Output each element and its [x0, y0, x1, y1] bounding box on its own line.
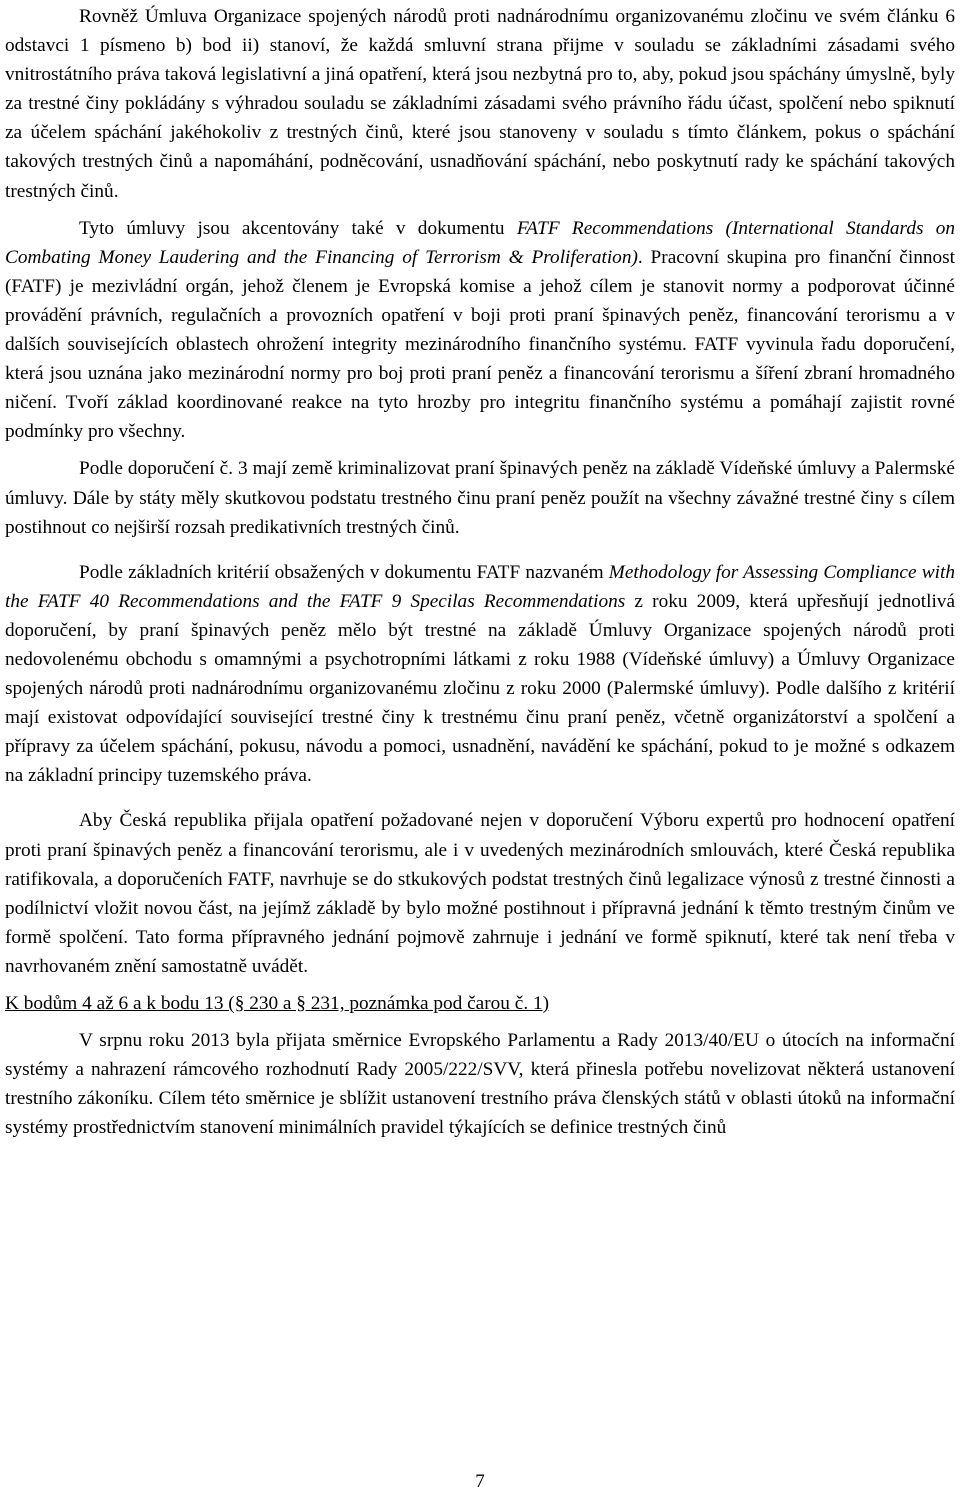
paragraph-3 [5, 454, 955, 541]
paragraph-5 [5, 806, 955, 981]
italic-title-text: FATF Recommendations (International Standards on Combating Money Laudering and the Financing of Terrorism & Proliferation) [5, 217, 955, 268]
paragraph-text: Tyto úmluvy jsou akcentovány také v dokumentu [79, 217, 517, 239]
paragraph-1 [5, 2, 955, 206]
paragraph-text: Aby Česká republika přijala opatření požadované nejen v doporučení Výboru expertů pro hodnocení opatření proti praní špinavých peněz a financování terorismu, ale i v uvedených mezinárodních smlouvách, které Česká republika ratifikovala, a doporučeních FATF, navrhuje se do stkukových podstat trestných činů legalizace výnosů z trestné činnosti a podílnictví vložit novou část, na jejímž základě by bylo možné postihnout i přípravná jednání k těmto trestným činům ve formě spolčení. Tato forma přípravného jednání pojmově zahrnuje i jednání ve formě spiknutí, které tak není třeba v navrhovaném znění samostatně uvádět. [5, 810, 955, 977]
document-page [5, 2, 955, 1142]
paragraph-4 [5, 558, 955, 791]
paragraph-6: V srpnu roku 2013 byla přijata směrnice Evropského Parlamentu a Rady 2013/40/EU o útocích na informační systémy a nahrazení rámcového rozhodnutí Rady 2005/222/SVV, která přinesla potřebu novelizovat některá ustanovení trestního zákoníku. Cílem této směrnice je sblížit ustanovení trestního práva členských států v oblasti útoků na informační systémy prostřednictvím stanovení minimálních pravidel týkajících se definice trestných činů [5, 1030, 955, 1139]
paragraph-text: Podle doporučení č. 3 mají země kriminalizovat praní špinavých peněz na základě Vídeňské úmluvy a Palermské úmluvy. Dále by státy měly skutkovou podstatu trestného činu praní peněz použít na všechny závažné trestné činy s cílem postihnout co nejširší rozsah predikativních trestných činů. [5, 458, 955, 538]
paragraph-text: Rovněž Úmluva Organizace spojených národů proti nadnárodnímu organizovanému zločinu ve svém článku 6 odstavci 1 písmeno b) bod ii) stanoví, že každá smluvní strana přijme v souladu se základními zásadami svého vnitrostátního práva taková legislativní a jiná opatření, která jsou nezbytná pro to, aby, pokud jsou spáchány úmyslně, byly za trestné činy pokládány s výhradou souladu se základními zásadami svého právního řádu účast, spolčení nebo spiknutí za účelem spáchání jakéhokoliv z trestných činů, které jsou stanoveny v souladu s tímto článkem, pokus o spáchání takových trestných činů a napomáhání, podněcování, usnadňování spáchání, nebo poskytnutí rady ke spáchání takových trestných činů. [5, 6, 955, 202]
italic-title-text: Methodology for Assessing Compliance with the FATF 40 Recommendations and the FATF 9 Specilas Recommendations [5, 561, 955, 612]
page-number: 7 [475, 1471, 485, 1492]
paragraph-text: . Pracovní skupina pro finanční činnost (FATF) je mezivládní orgán, jehož členem je Evropská komise a jehož cílem je stanovit normy a podporovat účinné provádění právních, regulačních a provozních opatření v boji proti praní špinavých peněz, financování terorismu a v dalších souvisejících oblastech ohrožení integrity mezinárodního finančního systému. FATF vyvinula řadu doporučení, která jsou uznána jako mezinárodní normy pro boj proti praní peněz a financování terorismu a šíření zbraní hromadného ničení. Tvoří základ koordinované reakce na tyto hrozby pro integritu finančního systému a pomáhají zajistit rovné podmínky pro všechny. [5, 246, 955, 443]
paragraph-2 [5, 214, 955, 447]
paragraph-text: Podle základních kritérií obsažených v dokumentu FATF nazvaném [79, 561, 609, 583]
section-heading: K bodům 4 až 6 a k bodu 13 (§ 230 a § 231, poznámka pod čarou č. 1) [5, 993, 550, 1014]
paragraph-text: z roku 2009, která upřesňují jednotlivá doporučení, by praní špinavých peněz mělo být trestné na základě Úmluvy Organizace spojených národů proti nedovolenému obchodu s omamnými a psychotropními látkami z roku 1988 (Vídeňské úmluvy) a Úmluvy Organizace spojených národů proti nadnárodnímu organizovanému zločinu z roku 2000 (Palermské úmluvy). Podle dalšího z kritérií mají existovat odpovídající související trestné činy k trestnému činu praní peněz, včetně organizátorství a spolčení a přípravy za účelem spáchání, pokusu, návodu a pomoci, usnadnění, navádění ke spáchání, pokud to je možné s odkazem na základní principy tuzemského práva. [5, 590, 955, 787]
